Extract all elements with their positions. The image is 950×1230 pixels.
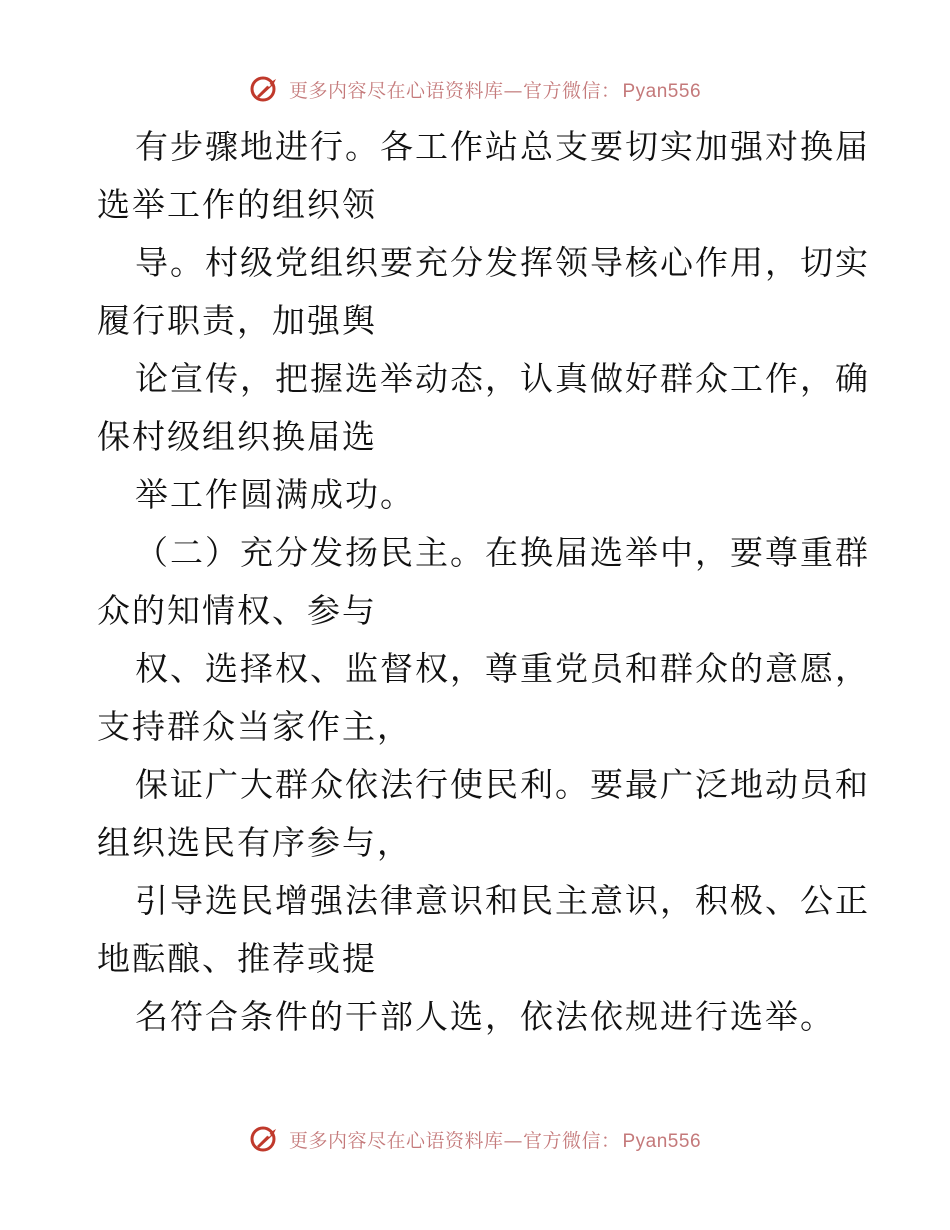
header-watermark xyxy=(0,74,950,104)
body-line: 论宣传，把握选举动态，认真做好群众工作，确 xyxy=(135,359,870,398)
footer-watermark xyxy=(0,1124,950,1154)
section-heading-line: （二）充分发扬民主。在换届选举中，要尊重群 xyxy=(135,533,870,572)
body-line: 保证广大群众依法行使民利。要最广泛地动员和 xyxy=(135,765,870,804)
pen-nib-circle-icon xyxy=(249,74,283,104)
body-line: 保村级组织换届选 xyxy=(97,417,377,456)
body-line: 支持群众当家作主， xyxy=(97,707,412,746)
body-line: 履行职责，加强舆 xyxy=(97,301,377,340)
body-line: 组织选民有序参与， xyxy=(97,823,412,862)
pen-nib-circle-icon xyxy=(249,1124,283,1154)
body-line: 众的知情权、参与 xyxy=(97,591,377,630)
document-body xyxy=(97,118,870,1046)
watermark-text: 更多内容尽在心语资料库—官方微信： Pyan556 xyxy=(288,1129,702,1152)
body-line: 权、选择权、监督权，尊重党员和群众的意愿， xyxy=(135,649,870,688)
body-line: 名符合条件的干部人选，依法依规进行选举。 xyxy=(135,997,835,1036)
body-line: 选举工作的组织领 xyxy=(97,185,377,224)
watermark-text: 更多内容尽在心语资料库—官方微信： Pyan556 xyxy=(288,79,702,102)
body-line: 地酝酿、推荐或提 xyxy=(97,939,377,978)
body-line: 引导选民增强法律意识和民主意识，积极、公正 xyxy=(135,881,870,920)
body-line: 举工作圆满成功。 xyxy=(135,475,415,514)
body-line: 导。村级党组织要充分发挥领导核心作用，切实 xyxy=(135,243,870,282)
body-line: 有步骤地进行。各工作站总支要切实加强对换届 xyxy=(135,127,870,166)
